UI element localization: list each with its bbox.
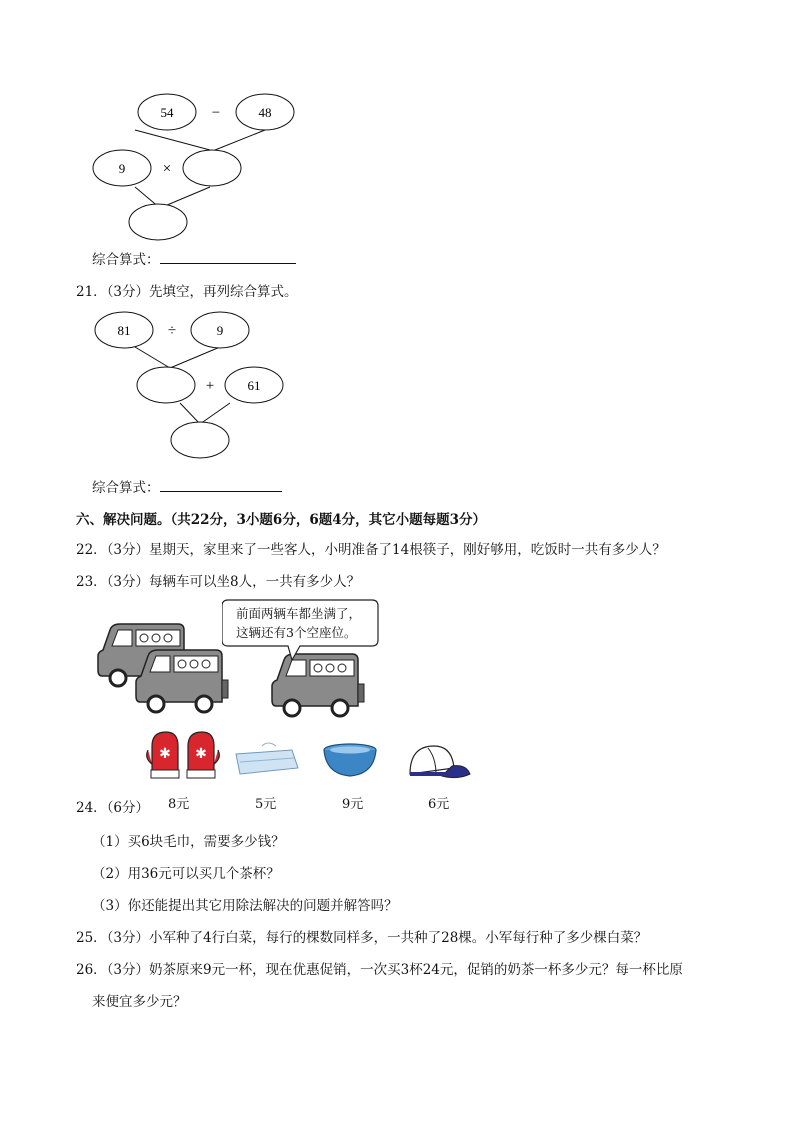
mitten-price: 8元 bbox=[168, 797, 190, 812]
number-tree-1 bbox=[90, 92, 305, 242]
question-21 bbox=[76, 280, 298, 300]
towel-icon bbox=[232, 738, 302, 778]
tree1-operator-mid: × bbox=[162, 161, 172, 177]
bowl-icon bbox=[322, 742, 378, 780]
question-number: 24． bbox=[76, 800, 107, 816]
q24-sub-1: （1）买6块毛巾，需要多少钱？ bbox=[92, 834, 285, 850]
question-score: （3分） bbox=[106, 930, 150, 946]
number-tree-2 bbox=[90, 310, 305, 460]
question-score: （3分） bbox=[106, 962, 150, 978]
tree1-top-right-value: 48 bbox=[258, 105, 272, 120]
van-2 bbox=[136, 650, 228, 712]
tree2-mid-right-value: 61 bbox=[247, 378, 261, 393]
question-number: 21． bbox=[76, 284, 107, 300]
question-22 bbox=[76, 538, 666, 558]
question-score: （6分） bbox=[106, 800, 150, 816]
question-number: 23． bbox=[76, 574, 107, 590]
bowl-price: 9元 bbox=[342, 797, 364, 812]
question-24 bbox=[76, 796, 149, 816]
tree2-bottom-oval[interactable] bbox=[171, 422, 229, 458]
formula-label: 综合算式： bbox=[92, 252, 160, 268]
section-6-heading: 六、解决问题。（共22分，3小题6分，6题4分，其它小题每题3分） bbox=[76, 512, 487, 528]
towel-price: 5元 bbox=[255, 797, 277, 812]
question-26 bbox=[76, 958, 683, 978]
formula-answer-blank-2[interactable] bbox=[160, 491, 282, 492]
tree1-mid-right-oval[interactable] bbox=[183, 150, 241, 186]
svg-text:✱: ✱ bbox=[195, 747, 207, 762]
speech-bubble-text bbox=[236, 604, 361, 642]
question-score: （3分） bbox=[106, 574, 150, 590]
question-25 bbox=[76, 926, 647, 946]
formula-line-1 bbox=[92, 248, 296, 268]
bubble-line-2: 这辆还有3个空座位。 bbox=[236, 625, 357, 640]
tree2-mid-left-oval[interactable] bbox=[137, 367, 195, 403]
tree2-top-right-value: 9 bbox=[216, 323, 224, 338]
tree1-top-left-value: 54 bbox=[160, 105, 174, 120]
question-number: 25． bbox=[76, 930, 107, 946]
cap-icon bbox=[406, 740, 472, 782]
formula-line-2 bbox=[92, 476, 282, 496]
question-number: 22． bbox=[76, 542, 107, 558]
bubble-line-1: 前面两辆车都坐满了， bbox=[236, 606, 362, 621]
q24-sub-2: （2）用36元可以买几个茶杯？ bbox=[92, 866, 280, 882]
tree2-operator-mid: + bbox=[205, 378, 215, 394]
tree1-operator-top: − bbox=[211, 105, 221, 121]
tree1-bottom-oval[interactable] bbox=[129, 204, 187, 240]
question-score: （3分） bbox=[106, 284, 150, 300]
formula-label: 综合算式： bbox=[92, 480, 160, 496]
question-text: 奶茶原来9元一杯，现在优惠促销，一次买3杯24元，促销的奶茶一杯多少元？每一杯比原 bbox=[149, 962, 683, 978]
question-score: （3分） bbox=[106, 542, 150, 558]
tree1-mid-left-value: 9 bbox=[118, 161, 126, 176]
formula-answer-blank-1[interactable] bbox=[160, 263, 296, 264]
cap-price: 6元 bbox=[428, 797, 450, 812]
question-text: 每辆车可以坐8人，一共有多少人？ bbox=[149, 574, 361, 590]
tree2-top-left-value: 81 bbox=[117, 323, 131, 338]
question-text: 星期天，家里来了一些客人，小明准备了14根筷子，刚好够用，吃饭时一共有多少人？ bbox=[149, 542, 666, 558]
question-number: 26． bbox=[76, 962, 107, 978]
tree2-operator-top: ÷ bbox=[167, 323, 177, 339]
mitten-icon bbox=[146, 728, 220, 780]
question-text: 小军种了4行白菜，每行的棵数同样多，一共种了28棵。小军每行种了多少棵白菜？ bbox=[149, 930, 648, 946]
svg-text:✱: ✱ bbox=[159, 747, 171, 762]
question-26-continued: 来便宜多少元？ bbox=[92, 994, 187, 1010]
question-text: 先填空，再列综合算式。 bbox=[149, 284, 298, 300]
q24-sub-3: （3）你还能提出其它用除法解决的问题并解答吗？ bbox=[92, 898, 398, 914]
question-23 bbox=[76, 570, 360, 590]
